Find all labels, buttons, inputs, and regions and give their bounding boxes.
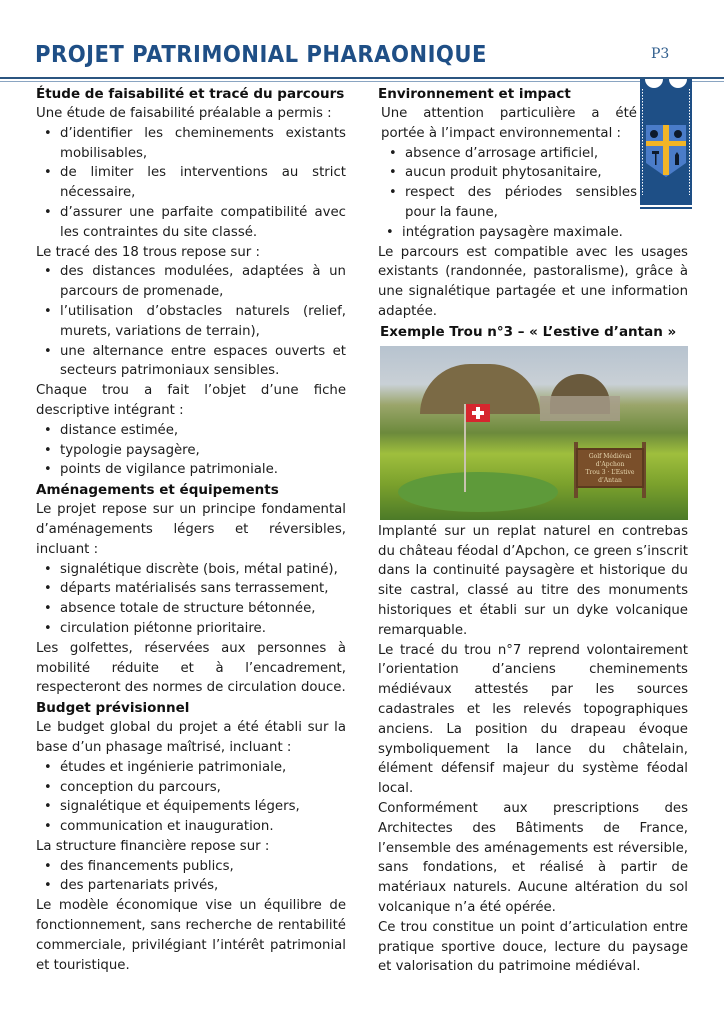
bullet-list [36, 857, 346, 897]
list-item: • une alternance entre espaces ouverts et secteurs patrimoniaux sensibles. [60, 342, 346, 382]
paragraph: Conformément aux prescriptions des Architectes des Bâtiments de France, l’ensemble des aménagements est réversible, sans fondations, et réalisé à partir de matériaux naturels. Aucune altération du sol volcanique n’a été opérée. [378, 800, 688, 915]
list-item: • respect des périodes sensibles pour la faune, [405, 183, 637, 223]
header-rule [0, 77, 724, 79]
paragraph: Implanté sur un replat naturel en contrebas du château féodal d’Apchon, ce green s’inscrit dans la continuité paysagère et historique du site castral, classé au titre des monuments historiques et établi sur un dyke volcanique remarquable. [378, 523, 688, 638]
bullet-list [381, 144, 637, 223]
list-item: • des financements publics, [60, 857, 346, 877]
right-column [378, 84, 688, 977]
paragraph: Chaque trou a fait l’objet d’une fiche descriptive intégrant : [36, 383, 346, 418]
paragraph: Le tracé du trou n°7 reprend volontairement l’orientation d’anciens cheminements médiévaux attestés par les sources cadastrales et les relevés topographiques anciens. La position du drapeau évoque symboliquement la lance du châtelain, élément défensif majeur du système féodal local. [378, 642, 688, 797]
paragraph: Ce trou constitue un point d’articulation entre pratique sportive douce, lecture du paysage et valorisation du patrimoine médiéval. [378, 919, 688, 975]
paragraph: Une attention particulière a été portée à l’impact environnemental : [381, 106, 637, 141]
list-item: • départs matérialisés sans terrassement, [60, 579, 346, 599]
bullet-list [36, 758, 346, 837]
header-rule-thin [0, 81, 724, 82]
paragraph: Le tracé des 18 trous repose sur : [36, 244, 260, 260]
paragraph: Le projet repose sur un principe fondamental d’aménagements légers et réversibles, incluant : [36, 502, 346, 557]
list-item: • distance estimée, [60, 421, 346, 441]
paragraph: Une étude de faisabilité préalable a permis : [36, 106, 332, 121]
putting-green [398, 472, 558, 512]
section-heading: Environnement et impact [378, 86, 571, 102]
sign-line: Golf Médiéval [588, 452, 632, 460]
page-number: P3 [651, 46, 670, 62]
list-item: • points de vigilance patrimoniale. [60, 460, 346, 480]
wooden-sign [576, 448, 644, 488]
section-heading: Exemple Trou n°3 – « L’estive d’antan » [380, 323, 677, 340]
list-item: • signalétique et équipements légers, [60, 797, 346, 817]
swiss-flag-icon [466, 404, 490, 422]
list-item: • des distances modulées, adaptées à un parcours de promenade, [60, 262, 346, 302]
list-item: • typologie paysagère, [60, 441, 346, 461]
bullet-list [36, 262, 346, 381]
left-column [36, 84, 346, 975]
list-item: • d’identifier les cheminements existants mobilisables, [60, 124, 346, 164]
example-section [378, 322, 688, 977]
amenagements-section [36, 480, 346, 698]
sign-line: d’Apchon [595, 460, 625, 468]
list-item: • conception du parcours, [60, 778, 346, 798]
paragraph: La structure financière repose sur : [36, 838, 270, 854]
list-item: • des partenariats privés, [60, 876, 346, 896]
bullet-list [36, 124, 346, 243]
list-item: • circulation piétonne prioritaire. [60, 619, 346, 639]
list-item: • études et ingénierie patrimoniale, [60, 758, 346, 778]
bullet-list [378, 223, 688, 243]
budget-section [36, 698, 346, 975]
bullet-list [36, 421, 346, 480]
feasibility-section [36, 84, 346, 480]
list-item: • l’utilisation d’obstacles naturels (relief, murets, variations de terrain), [60, 302, 346, 342]
section-heading: Aménagements et équipements [36, 482, 279, 499]
list-item: • absence totale de structure bétonnée, [60, 599, 346, 619]
list-item: • absence d’arrosage artificiel, [405, 144, 637, 164]
paragraph: Le parcours est compatible avec les usages existants (randonnée, pastoralisme), grâce à une signalétique partagée et une information adaptée. [378, 244, 688, 319]
section-heading: Budget prévisionnel [36, 700, 190, 717]
paragraph: Les golfettes, réservées aux personnes à mobilité réduite et à l’encadrement, respecteront des normes de circulation douce. [36, 640, 346, 696]
village [540, 396, 620, 421]
list-item: • intégration paysagère maximale. [402, 223, 688, 243]
environment-section [378, 84, 688, 322]
list-item: • communication et inauguration. [60, 817, 346, 837]
section-heading: Étude de faisabilité et tracé du parcours [36, 86, 345, 102]
list-item: • d’assurer une parfaite compatibilité avec les contraintes du site classé. [60, 203, 346, 243]
document-title: PROJET PATRIMONIAL PHARAONIQUE [35, 42, 487, 68]
sign-line: Trou 3 · L’Estive d’Antan [585, 468, 635, 484]
paragraph: Le budget global du projet a été établi sur la base d’un phasage maîtrisé, incluant : [36, 720, 346, 755]
list-item: • aucun produit phytosanitaire, [405, 163, 637, 183]
list-item: • signalétique discrète (bois, métal patiné), [60, 560, 346, 580]
bullet-list [36, 560, 346, 639]
paragraph: Le modèle économique vise un équilibre de fonctionnement, sans recherche de rentabilité commerciale, privilégiant l’intérêt patrimonial et touristique. [36, 898, 346, 973]
list-item: • de limiter les interventions au strict nécessaire, [60, 163, 346, 203]
golf-hole-photo [380, 346, 688, 520]
